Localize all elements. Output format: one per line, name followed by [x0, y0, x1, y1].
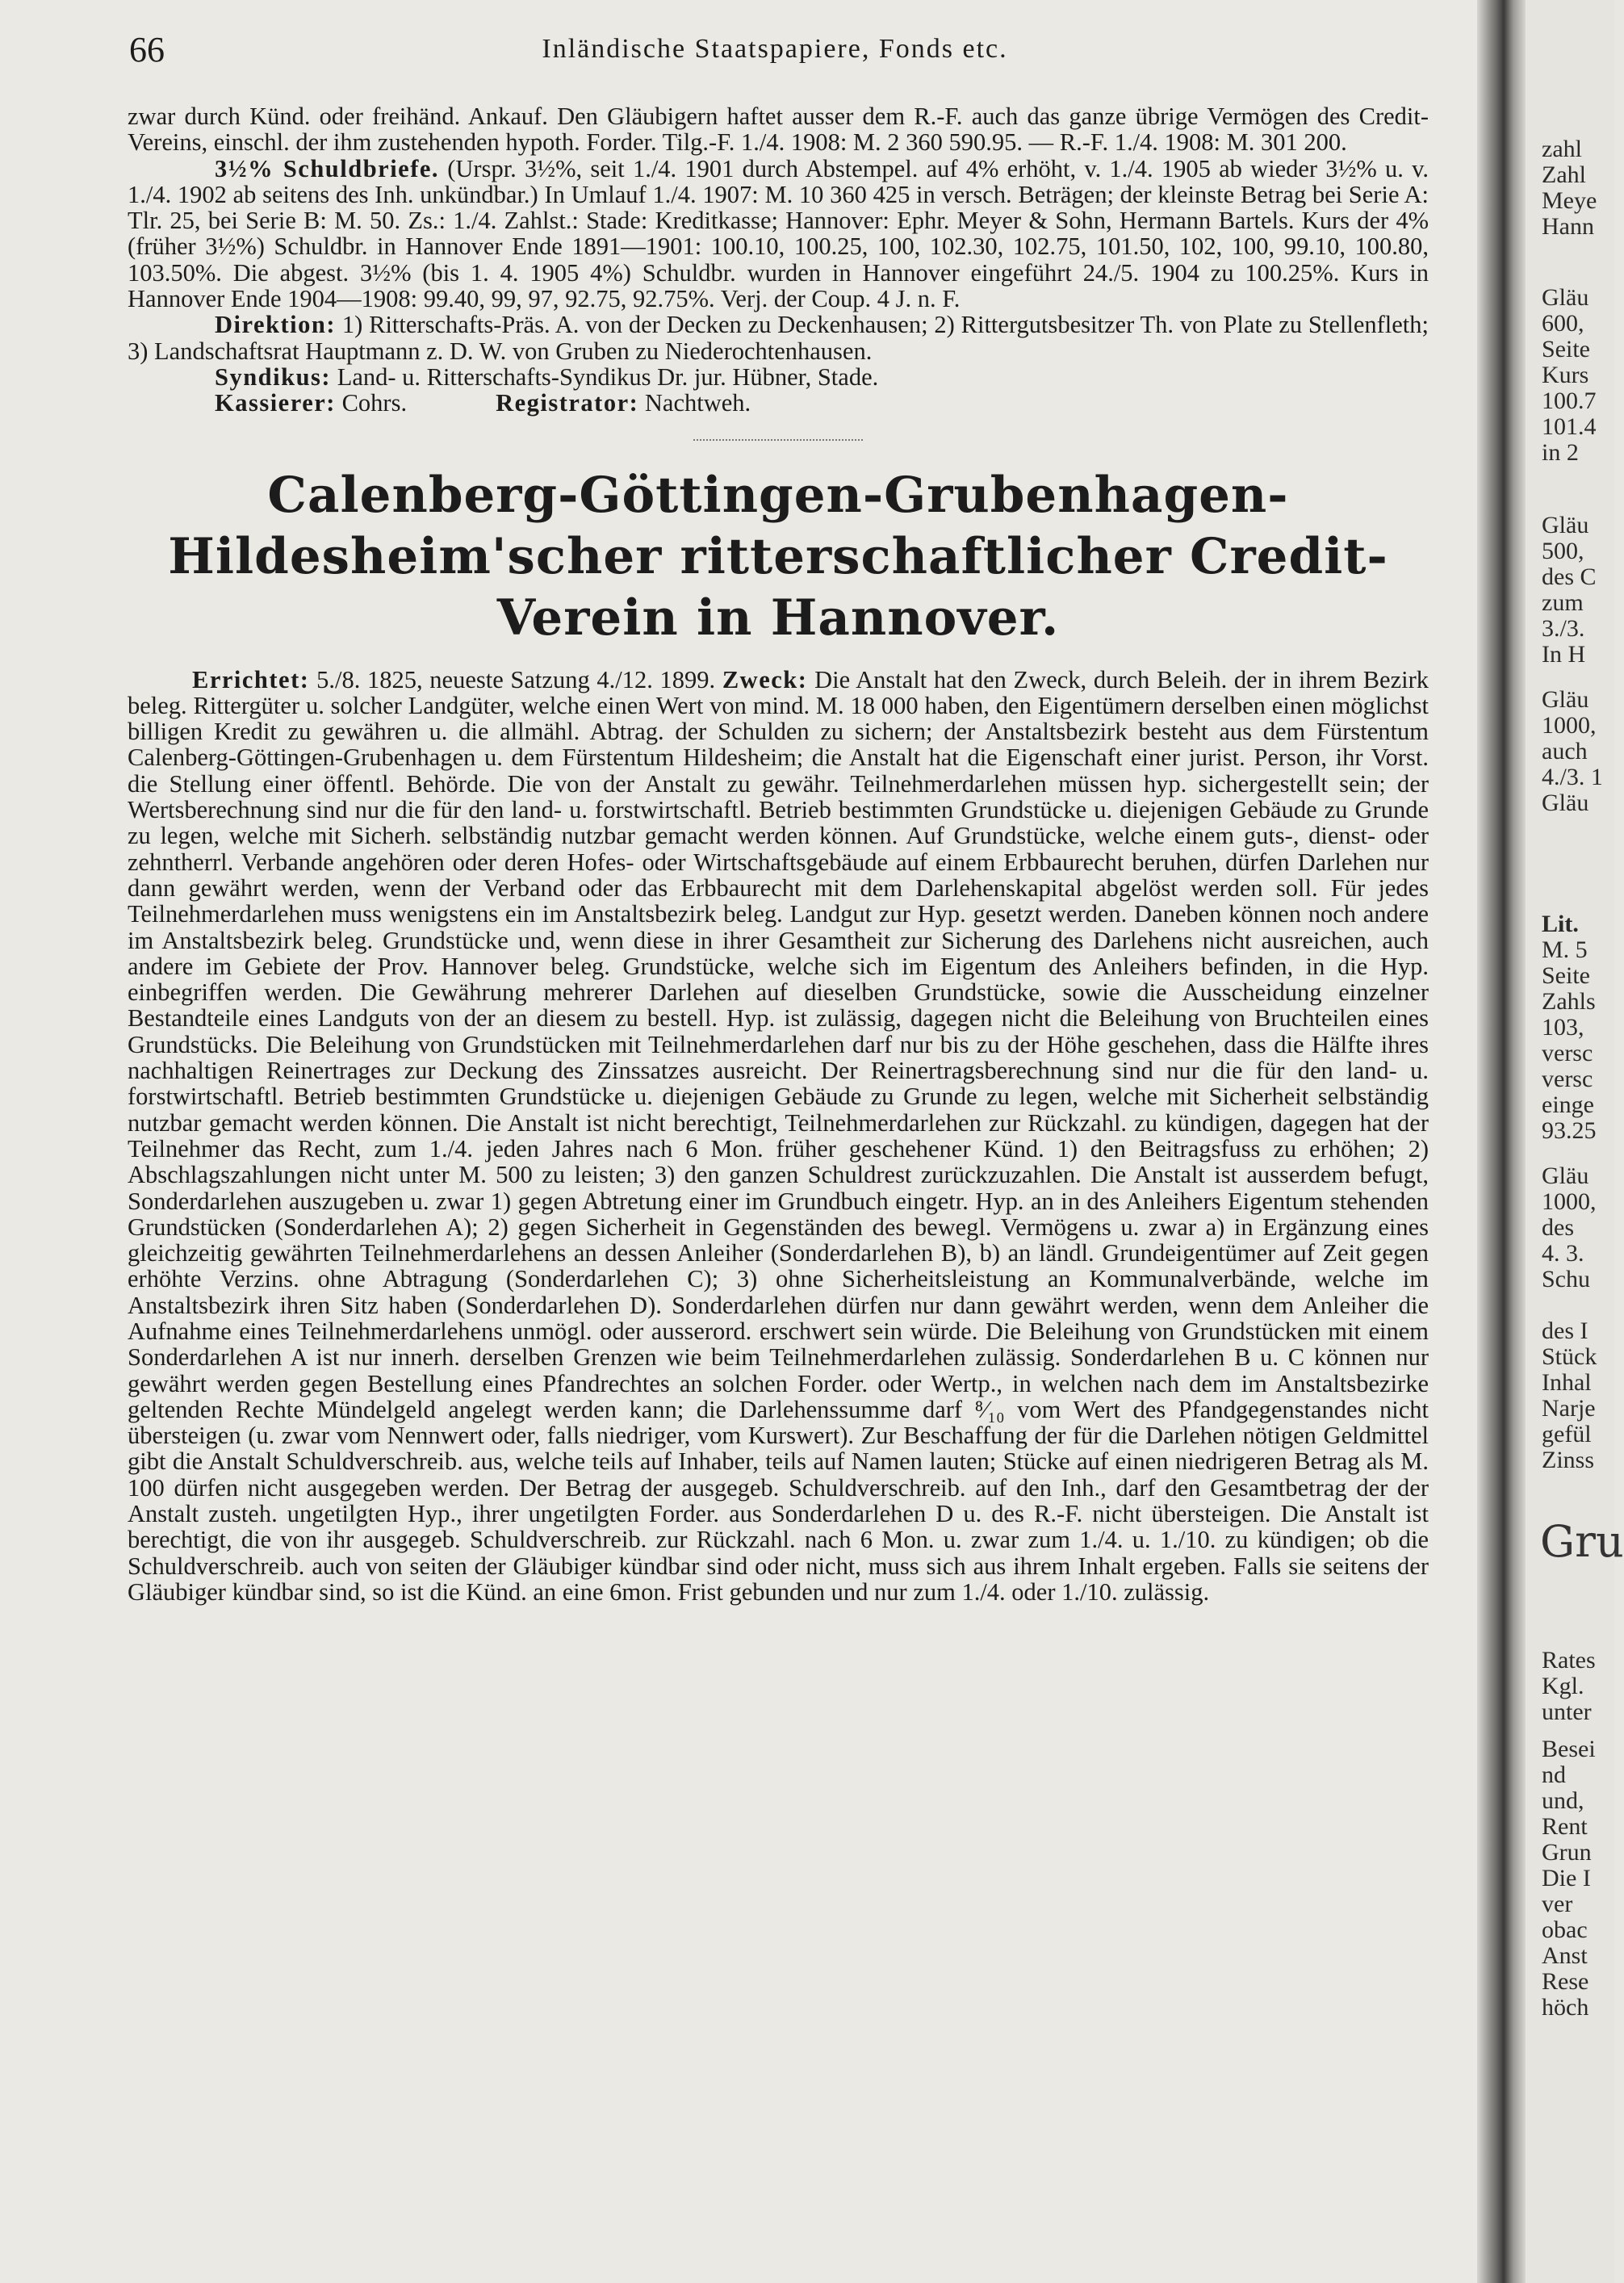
next-page-fragment: Rates	[1542, 1647, 1596, 1674]
page-number: 66	[129, 30, 165, 69]
next-page-fragment: des	[1542, 1214, 1574, 1241]
next-page-fragment: unter	[1542, 1699, 1592, 1725]
next-page-fragment: 100.7	[1542, 387, 1597, 414]
next-page-heading-fragment: Gru	[1540, 1516, 1624, 1567]
schuldbriefe-text: (Urspr. 3½%, seit 1./4. 1901 durch Abstempel. auf 4% erhöht, v. 1./4. 1905 ab wieder 3½% u. v. 1./4. 1902 ab seitens des Inh. unkündbar.) In Umlauf 1./4. 1907: M. 10 360 425 in versch. Beträgen; der kleinste Betrag bei Serie A: Tlr. 25, bei Serie B: M. 50. Zs.: 1./4. Zahlst.: Stade: Kreditkasse; Hannover: Ephr. Meyer & Sohn, Hermann Bartels. Kurs der 4% (früher 3½%) Schuldbr. in Hannover Ende 1891—1901: 100.10, 100.25, 100, 102.30, 102.75, 101.50, 102, 100, 99.10, 100.80, 103.50%. Die abgest. 3½% (bis 1. 4. 1905 4%) Schuldbr. wurden in Hannover eingeführt 24./5. 1904 zu 100.25%. Kurs in Hannover Ende 1904—1908: 99.40, 99, 97, 92.75, 92.75%. Verj. der Coup. 4 J. n. F.	[128, 154, 1429, 313]
next-page-fragment: Gläu	[1542, 790, 1589, 816]
next-page-fragment: des C	[1542, 563, 1597, 590]
next-page-fragment: M. 5	[1542, 936, 1588, 963]
next-page-fragment: Rese	[1542, 1968, 1589, 1995]
next-page-fragment: 600,	[1542, 310, 1584, 337]
next-page-fragment: Meye	[1542, 187, 1597, 214]
next-page-fragment: obac	[1542, 1916, 1588, 1943]
next-page-fragment: 103,	[1542, 1014, 1584, 1041]
next-page-fragment: und,	[1542, 1787, 1584, 1814]
page-header	[129, 26, 1421, 74]
next-page-fragment: nd	[1542, 1761, 1566, 1788]
next-page-fragment: Schu	[1542, 1266, 1590, 1292]
next-page-fragment: versc	[1542, 1040, 1593, 1066]
kassierer-paragraph	[128, 390, 1429, 416]
prev-section-paragraph: zwar durch Künd. oder freihänd. Ankauf. Den Gläubigern haftet ausser dem R.-F. auch das ganze übrige Vermögen des Credit-Vereins, einschl. der ihm zustehenden hypoth. Forder. Tilg.-F. 1./4. 1908: M. 2 360 590.95. — R.-F. 1./4. 1908: M. 301 200.	[128, 103, 1429, 157]
next-page-fragment: Hann	[1542, 213, 1594, 240]
schuldbriefe-label: 3½% Schuldbriefe.	[215, 154, 440, 182]
next-page-fragment: Stück	[1542, 1343, 1597, 1370]
next-page-fragment: zum	[1542, 589, 1584, 616]
next-page-fragment: 500,	[1542, 538, 1584, 564]
next-page-fragment: Die I	[1542, 1865, 1591, 1891]
running-title: Inländische Staatspapiere, Fonds etc.	[542, 34, 1008, 64]
next-page-fragment: zahl	[1542, 136, 1582, 162]
next-page-fragment: Lit.	[1542, 911, 1579, 937]
direktion-label: Direktion:	[215, 311, 336, 339]
next-page-fragment: Inhal	[1542, 1369, 1592, 1396]
next-page-fragment: gefül	[1542, 1421, 1592, 1447]
next-page-fragment: Besei	[1542, 1736, 1596, 1762]
next-page-fragment: 1000,	[1542, 712, 1597, 739]
section-body-text: Die Anstalt hat den Zweck, durch Beleih. der in ihrem Bezirk beleg. Rittergüter u. solcher Landgüter, welche einen Wert von mind. M. 18 000 haben, den Eigentümern derselben einen möglichst billigen Kredit zu gewähren u. die allmähl. Abtrag. der Schulden zu sichern; der Anstaltsbezirk besteht aus dem Fürstentum Calenberg-Göttingen-Grubenhagen u. dem Fürstentum Hildesheim; die Anstalt hat die Eigenschaft einer jurist. Person, ihr Vorst. die Stellung einer öffentl. Behörde. Die von der Anstalt zu gewähr. Teilnehmerdarlehen müssen hyp. sichergestellt sein; der Wertsberechnung sind nur die für den land- u. forstwirtschaftl. Betrieb bestimmten Grundstücke u. diejenigen Gebäude zu Grunde zu legen, welche mit Sicherh. selbständig nutzbar gemacht werden können. Auf Grundstücke, welche einem guts-, dienst- oder zehntherrl. Verbande angehören oder deren Hofes- oder Wirtschaftsgebäude auf einem Erbbaurecht beruhen, dürfen Darlehen nur dann gewährt werden, wenn der Verband oder das Erbbaurecht mit dem Darlehenskapital abgelöst werden soll. Für jedes Teilnehmerdarlehen muss wenigstens ein im Anstaltsbezirk beleg. Landgut zur Hyp. gesetzt werden. Daneben können noch andere im Anstaltsbezirk beleg. Grundstücke und, wenn diese in ihrer Gesamtheit zur Sicherung des Darlehens nicht ausreichen, auch andere im Gebiete der Prov. Hannover beleg. Grundstücke, welche sich im Eigentum des Anleihers befinden, in die Hyp. einbegriffen werden. Die Gewährung mehrerer Darlehen auf dieselben Grundstücke, sowie die Ausscheidung einzelner Bestandteile eines Landguts von der an diesem zu bestell. Hyp. ist zulässig, dagegen nicht die Beleihung von Bruchteilen eines Grundstücks. Die Beleihung von Grundstücken mit Teilnehmerdarlehen darf nur bis zu der Höhe geschehen, dass die Hälfte ihres nachhaltigen Reinertrages zur Deckung des Zinssatzes ausreicht. Der Reinertragsberechnung sind nur die für den land- u. forstwirtschaftl. Betrieb bestimmten Grundstücke u. diejenigen Gebäude zu Grunde zu legen, welche mit Sicherheit selbständig nutzbar gemacht werden können. Die Anstalt ist nicht berechtigt, Teilnehmerdarlehen zur Rückzahl. zu kündigen, dagegen hat der Teilnehmer das Recht, zum 1./4. jeden Jahres nach 6 Mon. früher geschehener Künd. 1) den Beitragsfuss zu erhöhen; 2) Abschlagszahlungen nicht unter M. 500 zu leisten; 3) den ganzen Schuldrest zurückzuzahlen. Die Anstalt ist ausserdem befugt, Sonderdarlehen auszugeben u. zwar 1) gegen Abtretung einer im Grundbuch eingetr. Hyp. an in des Anleihers Eigentum stehenden Grundstücken (Sonderdarlehen A); 2) gegen Sicherheit in Gegenständen des bewegl. Vermögens u. zwar a) in Ergänzung eines gleichzeitig gewährten Teilnehmerdarlehens an dessen Anleiher (Sonderdarlehen B), b) an ländl. Grundeigentümer auf Zeit gegen erhöhte Verzins. ohne Abtragung (Sonderdarlehen C); 3) ohne Sicherheitsleistung an Kommunalverbände, welche im Anstaltsbezirk ihren Sitz haben (Sonderdarlehen D). Sonderdarlehen dürfen nur dann gewährt werden, wenn dem Anleiher die Aufnahme eines Teilnehmerdarlehens unmögl. oder ausserord. erschwert sein würde. Die Beleihung von Grundstücken mit einem Sonderdarlehen A ist nur innerh. derselben Grenzen wie beim Teilnehmerdarlehen zulässig. Sonderdarlehen B u. C können nur gewährt werden gegen Bestellung eines Pfandrechtes an solchen Forder. oder Wertp., in welchen nach dem im Anstaltsbezirke geltenden Rechte Mündelgeld angelegt werden kann; die Darlehenssumme darf ⁸⁄₁₀ vom Wert des Pfandgegenstandes nicht übersteigen (u. zwar vom Nennwert oder, falls niedriger, vom Kurswert). Zur Beschaffung der für die Darlehen nötigen Geldmittel gibt die Anstalt Schuldverschreib. aus, welche teils auf Inhaber, teils auf Namen lauten; Stücke auf einen niedrigeren Betrag als M. 100 dürfen nicht ausgegeben werden. Der Betrag der ausgegeb. Schuldverschreib. auf den Inh., darf den Gesamtbetrag der der Anstalt zusteh. ungetilgten Hyp., ihrer ungetilgten Forder. aus Sonderdarlehen D u. des R.-F. nicht übersteigen. Die Anstalt ist berechtigt, die von ihr ausgegeb. Schuldverschreib. zur Rückzahl. nach 6 Mon. u. zwar zum 1./4. u. 1./10. zu kündigen; ob die Schuldverschreib. auch von seiten der Gläubiger kündbar sind oder nicht, muss sich aus ihrem Inhalt ergeben. Falls sie seitens der Gläubiger kündbar sind, so ist die Künd. an eine 6mon. Frist gebunden und nur zum 1./4. oder 1./10. zulässig.	[128, 665, 1429, 1606]
next-page-fragment: Narje	[1542, 1395, 1596, 1422]
next-page-fragment: 93.25	[1542, 1117, 1597, 1144]
text-column	[128, 103, 1429, 1605]
next-page-fragment: in 2	[1542, 439, 1579, 466]
next-page-fragment: In H	[1542, 641, 1586, 668]
syndikus-text: Land- u. Ritterschafts-Syndikus Dr. jur. Hübner, Stade.	[337, 362, 879, 391]
registrator-label: Registrator:	[496, 389, 639, 417]
next-page-fragment: 101.4	[1542, 413, 1597, 440]
next-page-fragment: 4./3. 1	[1542, 764, 1603, 790]
syndikus-label: Syndikus:	[215, 362, 332, 391]
next-page-fragment: Zinss	[1542, 1447, 1595, 1473]
errichtet-label: Errichtet:	[192, 665, 310, 693]
next-page-fragment: versc	[1542, 1066, 1593, 1092]
next-page-fragment: des I	[1542, 1317, 1588, 1344]
next-page-fragment: Zahls	[1542, 988, 1596, 1015]
section-separator	[693, 439, 863, 441]
registrator-text: Nachtweh.	[644, 389, 751, 417]
next-page-fragment: Grun	[1542, 1839, 1592, 1866]
next-page-fragment: 3./3.	[1542, 615, 1585, 642]
next-page-fragment: Zahl	[1542, 161, 1586, 188]
next-page-fragment: Rent	[1542, 1813, 1588, 1840]
next-page-fragment: Kgl.	[1542, 1673, 1584, 1699]
next-page-fragment: Anst	[1542, 1942, 1588, 1969]
zweck-label: Zweck:	[722, 665, 808, 693]
next-page-fragment: Gläu	[1542, 686, 1589, 713]
next-page-fragment: Kurs	[1542, 362, 1589, 388]
next-page-fragment: Gläu	[1542, 284, 1589, 311]
next-page-fragment: einge	[1542, 1091, 1594, 1118]
schuldbriefe-paragraph	[128, 156, 1429, 312]
errichtet-text: 5./8. 1825, neueste Satzung 4./12. 1899.	[316, 665, 716, 693]
kassierer-text: Cohrs.	[341, 389, 408, 417]
next-page-fragment: Seite	[1542, 336, 1590, 362]
next-page-edge	[1526, 0, 1624, 2283]
section-title: Calenberg-Göttingen-Grubenhagen-Hildesheim'scher ritterschaftlicher Credit-Verein in Hannover.	[168, 466, 1388, 647]
next-page-fragment: auch	[1542, 738, 1588, 764]
next-page-fragment: 1000,	[1542, 1188, 1597, 1215]
next-page-fragment: Seite	[1542, 962, 1590, 989]
next-page-fragment: ver	[1542, 1891, 1573, 1917]
book-gutter	[1477, 0, 1526, 2283]
next-page-fragment: höch	[1542, 1994, 1589, 2021]
direktion-text: 1) Ritterschafts-Präs. A. von der Decken zu Deckenhausen; 2) Rittergutsbesitzer Th. von Plate zu Stellenfleth; 3) Landschaftsrat Hauptmann z. D. W. von Gruben zu Niederochtenhausen.	[128, 311, 1429, 365]
section-body	[128, 667, 1429, 1606]
kassierer-label: Kassierer:	[215, 389, 336, 417]
syndikus-paragraph	[128, 364, 1429, 390]
next-page-fragment: Gläu	[1542, 512, 1589, 538]
direktion-paragraph	[128, 312, 1429, 364]
next-page-fragment: 4. 3.	[1542, 1240, 1584, 1267]
next-page-fragment: Gläu	[1542, 1162, 1589, 1189]
